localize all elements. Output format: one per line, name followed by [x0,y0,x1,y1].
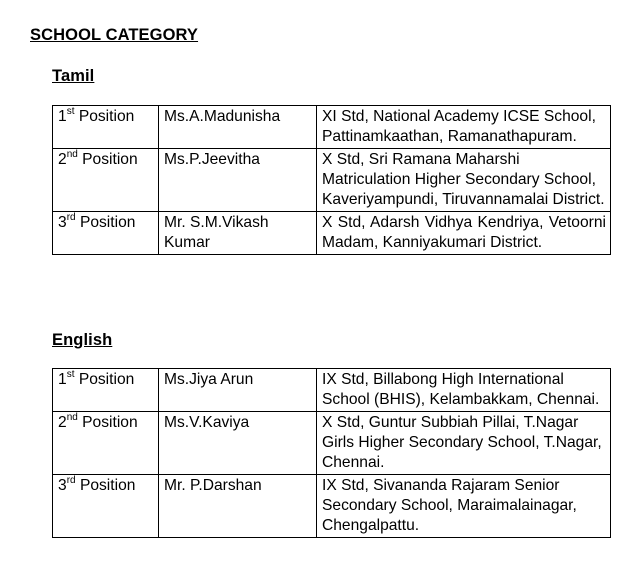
position-cell [53,475,159,538]
position-word: Position [82,414,138,431]
table-row [53,212,611,255]
school-details: X Std, Sri Ramana Maharshi Matriculation Higher Secondary School, Kaveriyampundi, Tiruvannamalai District. [317,149,611,212]
position-number: 2 [58,414,67,431]
school-details: IX Std, Billabong High International School (BHIS), Kelambakkam, Chennai. [317,369,611,412]
position-word: Position [78,371,135,388]
position-cell [53,369,159,412]
school-details: X Std, Guntur Subbiah Pillai, T.Nagar Girls Higher Secondary School, T.Nagar, Chennai. [317,412,611,475]
student-name: Ms.P.Jeevitha [159,149,317,212]
school-details: XI Std, National Academy ICSE School, Pattinamkaathan, Ramanathapuram. [317,106,611,149]
position-number: 1 [58,108,67,125]
school-details: IX Std, Sivananda Rajaram Senior Secondary School, Maraimalainagar, Chengalpattu. [317,475,611,538]
english-results-table [52,368,611,538]
page-title: SCHOOL CATEGORY [30,26,199,44]
student-name: Ms.Jiya Arun [159,369,317,412]
section-heading-tamil: Tamil [52,67,95,85]
position-cell [53,212,159,255]
student-name: Mr. S.M.Vikash Kumar [159,212,317,255]
position-word: Position [79,214,136,231]
section-heading-english: English [52,331,113,349]
position-suffix: st [66,368,75,380]
position-suffix: st [66,105,75,117]
table-row [53,475,611,538]
position-number: 3 [58,214,67,231]
table-row [53,149,611,212]
position-number: 1 [58,371,67,388]
position-cell [53,149,159,212]
position-suffix: rd [66,474,76,486]
student-name: Mr. P.Darshan [159,475,317,538]
position-number: 2 [58,151,67,168]
table-row [53,412,611,475]
student-name: Ms.V.Kaviya [159,412,317,475]
position-suffix: nd [66,148,78,160]
position-word: Position [78,108,135,125]
school-details: X Std, Adarsh Vidhya Kendriya, Vetoorni Madam, Kanniyakumari District. [317,212,611,255]
position-suffix: nd [66,411,78,423]
position-number: 3 [58,477,67,494]
position-cell [53,412,159,475]
position-cell [53,106,159,149]
table-row [53,369,611,412]
table-row [53,106,611,149]
position-suffix: rd [66,211,76,223]
student-name: Ms.A.Madunisha [159,106,317,149]
position-word: Position [79,477,136,494]
tamil-results-table [52,105,611,255]
position-word: Position [82,151,138,168]
